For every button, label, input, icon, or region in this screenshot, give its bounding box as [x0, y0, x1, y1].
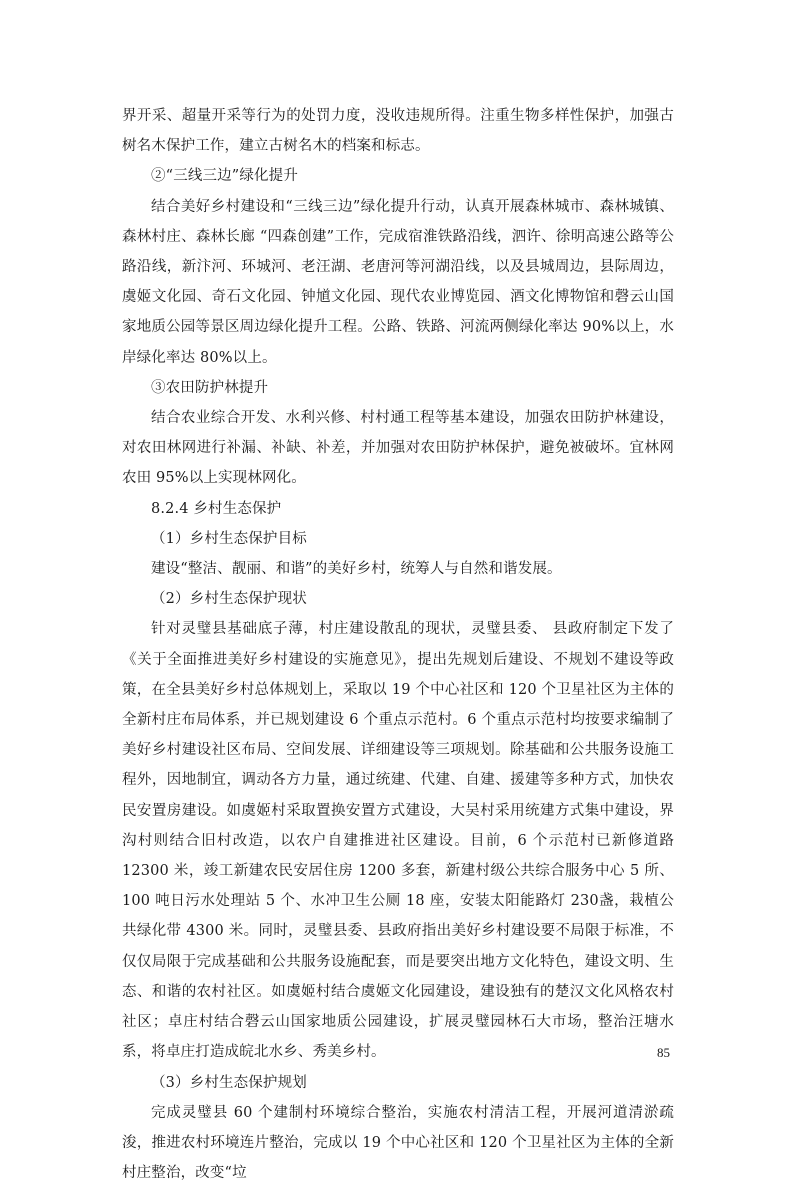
subheading-plan: （3）乡村生态保护规划 — [151, 1074, 307, 1091]
paragraph-continuation: 界开采、超量开采等行为的处罚力度，没收违规所得。注重生物多样性保护，加强古树名木保护工作，建立古树名木的档案和标志。 — [122, 108, 674, 155]
paragraph-goal: 建设“整洁、靓丽、和谐”的美好乡村，统筹人与自然和谐发展。 — [151, 561, 562, 578]
section-heading-8-2-4: 8.2.4 乡村生态保护 — [151, 500, 282, 517]
page-number: 85 — [657, 1045, 670, 1060]
paragraph-shelterbelt: 结合农业综合开发、水利兴修、村村通工程等基本建设，加强农田防护林建设，对农田林网进行补漏、补缺、补差，并加强对农田防护林保护，避免被破坏。宜林网农田 95%以上实现林网化。 — [122, 410, 674, 487]
paragraph-status: 针对灵璧县基础底子薄，村庄建设散乱的现状，灵璧县委、 县政府制定下发了 《关于全面推进美好乡村建设的实施意见》，提出先规划后建设、不规划不建设等政策，在全县美好乡村总体规划上，采取以 19 个中心社区和 120 个卫星社区为主体的全新村庄布局体系，并已规划建设 6 个重点示范村。6 个重点示范村均按要求编制了美好乡村建设社区布局、空间发展、详细建设等三项规划。除基础和公共服务设施工程外，因地制宜，调动各方力量，通过统建、代建、自建、援建等多种方式，加快农民安置房建设。如虞姬村采取置换安置方式建设，大吴村采用统建方式集中建设，界沟村则结合旧村改造，以农户自建推进社区建设。目前，6 个示范村已新修道路 12300 米，竣工新建农民安居住房 1200 多套，新建村级公共综合服务中心 5 所、100 吨日污水处理站 5 个、水冲卫生公厕 18 座，安装太阳能路灯 230盏，栽植公共绿化带 4300 米。同时，灵璧县委、县政府指出美好乡村建设要不局限于标准，不仅仅局限于完成基础和公共服务设施配套，而是要突出地方文化特色，建设文明、生态、和谐的农村社区。如虞姬村结合虞姬文化园建设，建设独有的楚汉文化风格农村社区；卓庄村结合磬云山国家地质公园建设，扩展灵璧园林石大市场，整治汪塘水系，将卓庄打造成皖北水乡、秀美乡村。 — [122, 621, 674, 1061]
body-text — [122, 101, 674, 1188]
paragraph-greening: 结合美好乡村建设和“三线三边”绿化提升行动，认真开展森林城市、森林城镇、森林村庄、森林长廊 “四森创建”工作，完成宿淮铁路沿线，泗许、徐明高速公路等公路沿线，新汴河、环城河、老汪湖、老唐河等河湖沿线，以及县城周边，县际周边，虞姬文化园、奇石文化园、钟馗文化园、现代农业博览园、酒文化博物馆和磬云山国家地质公园等景区周边绿化提升工程。公路、铁路、河流两侧绿化率达 90%以上，水岸绿化率达 80%以上。 — [122, 198, 674, 366]
subheading-status: （2）乡村生态保护现状 — [151, 591, 307, 608]
subheading-three-lines: ②“三线三边”绿化提升 — [151, 168, 298, 185]
paragraph-plan: 完成灵璧县 60 个建制村环境综合整治，实施农村清洁工程，开展河道清淤疏浚，推进农村环境连片整治，完成以 19 个中心社区和 120 个卫星社区为主体的全新村庄整治，改变“垃 — [122, 1104, 674, 1182]
subheading-farmland-shelterbelt: ③农田防护林提升 — [151, 379, 269, 396]
subheading-goal: （1）乡村生态保护目标 — [151, 530, 307, 547]
